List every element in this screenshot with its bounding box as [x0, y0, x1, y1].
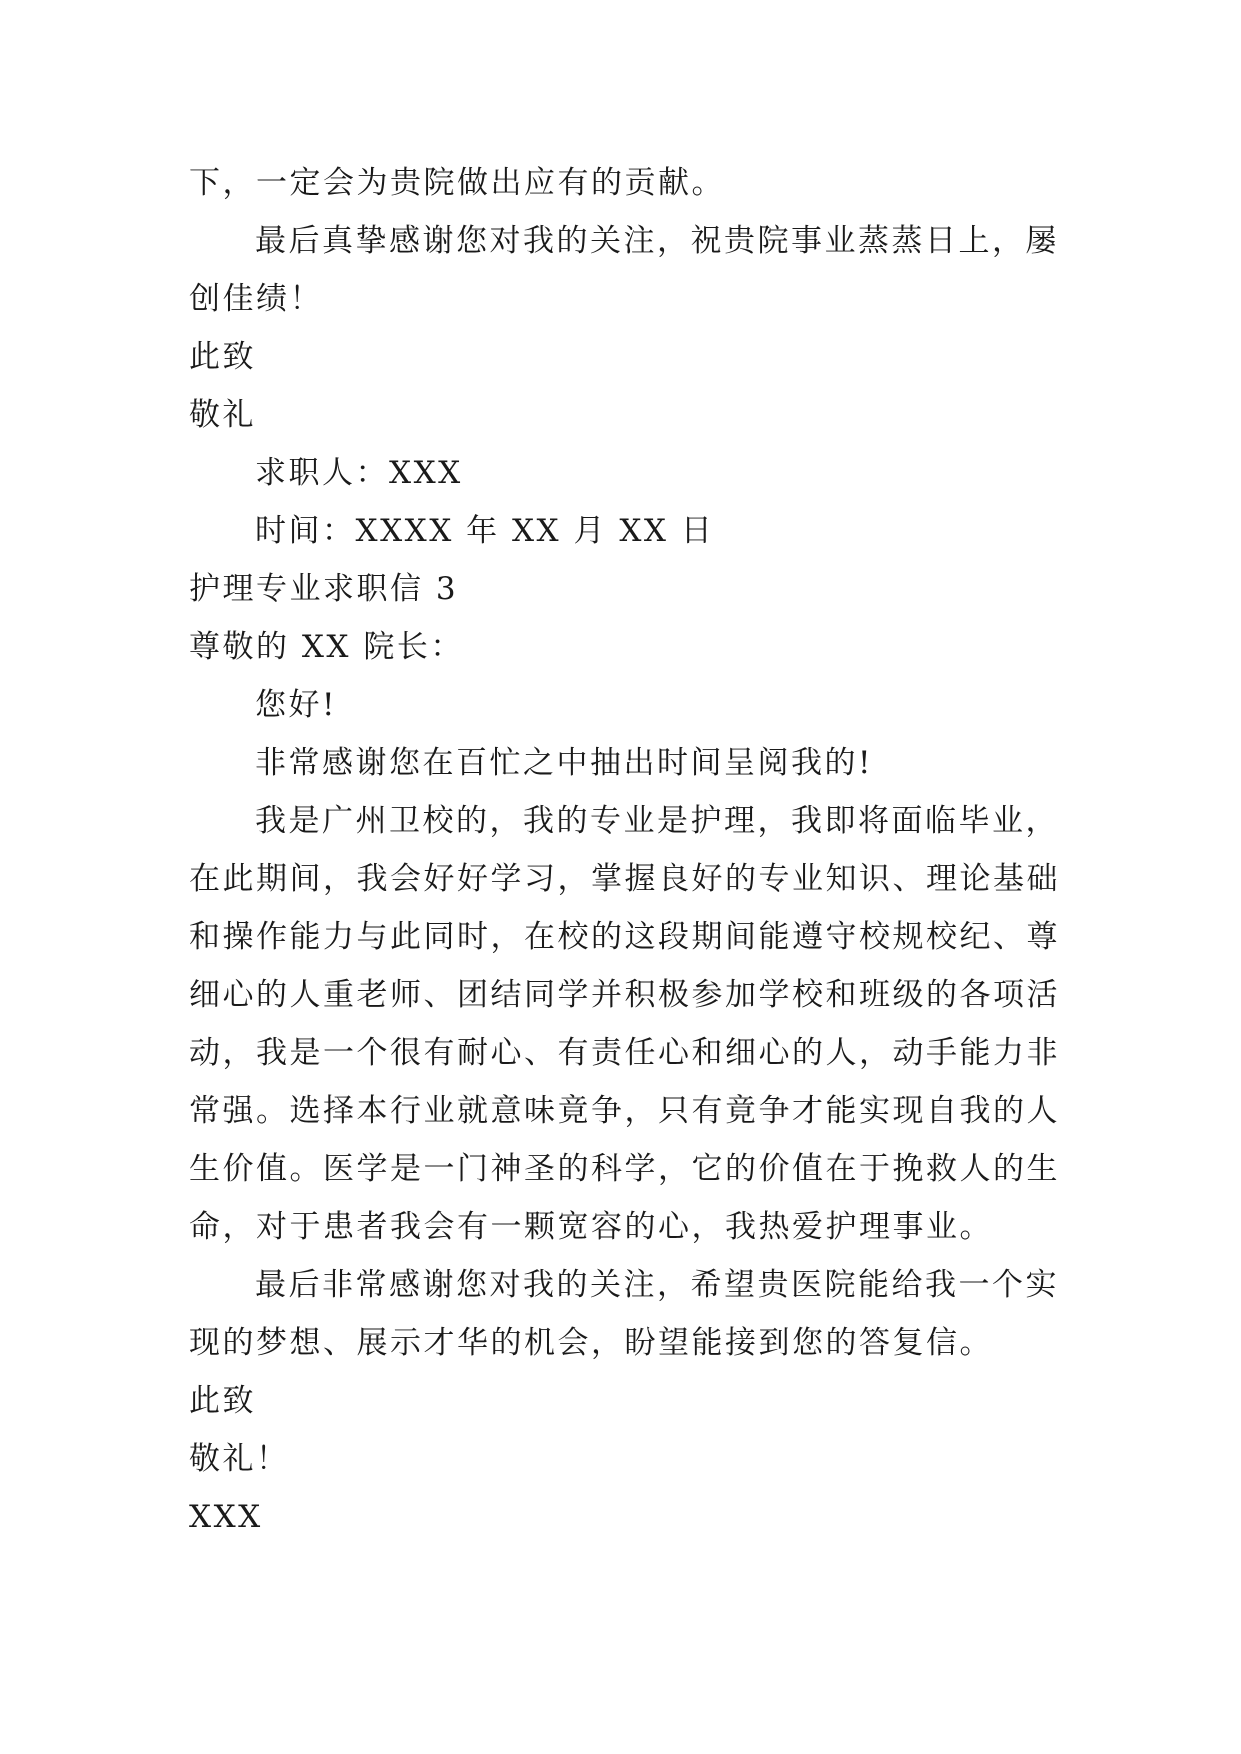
signature: XXX [189, 1499, 263, 1535]
salutation: 尊敬的 XX 院长： [189, 629, 464, 665]
text-line: 您好! [255, 687, 337, 723]
text-line: 求职人：XXX [255, 455, 463, 491]
text-line: 下，一定会为贵院做出应有的贡献。 [189, 165, 725, 201]
text-line: 和操作能力与此同时，在校的这段期间能遵守校规校纪、尊 [189, 919, 1060, 955]
text-line: 敬礼！ [189, 1441, 290, 1477]
text-line: 最后非常感谢您对我的关注，希望贵医院能给我一个实 [255, 1267, 1059, 1303]
text-line: 此致 [189, 339, 256, 375]
text-line: 时间：XXXX 年 XX 月 XX 日 [255, 513, 715, 549]
text-line: 生价值。医学是一门神圣的科学，它的价值在于挽救人的生 [189, 1151, 1060, 1187]
text-line: 常强。选择本行业就意味竟争，只有竟争才能实现自我的人 [189, 1093, 1060, 1129]
section-heading: 护理专业求职信 3 [189, 571, 459, 607]
text-line: 非常感谢您在百忙之中抽出时间呈阅我的! [255, 745, 873, 781]
text-line: 敬礼 [189, 397, 256, 433]
text-line: 细心的人重老师、团结同学并积极参加学校和班级的各项活 [189, 977, 1060, 1013]
text-line: 此致 [189, 1383, 256, 1419]
text-line: 命，对于患者我会有一颗宽容的心，我热爱护理事业。 [189, 1209, 993, 1245]
text-line: 现的梦想、展示才华的机会，盼望能接到您的答复信。 [189, 1325, 993, 1361]
text-line: 在此期间，我会好好学习，掌握良好的专业知识、理论基础 [189, 861, 1060, 897]
text-line: 动，我是一个很有耐心、有责任心和细心的人，动手能力非 [189, 1035, 1060, 1071]
text-line: 最后真挚感谢您对我的关注，祝贵院事业蒸蒸日上，屡 [255, 223, 1059, 259]
text-line: 创佳绩！ [189, 281, 323, 317]
text-line: 我是广州卫校的，我的专业是护理，我即将面临毕业， [255, 803, 1059, 839]
